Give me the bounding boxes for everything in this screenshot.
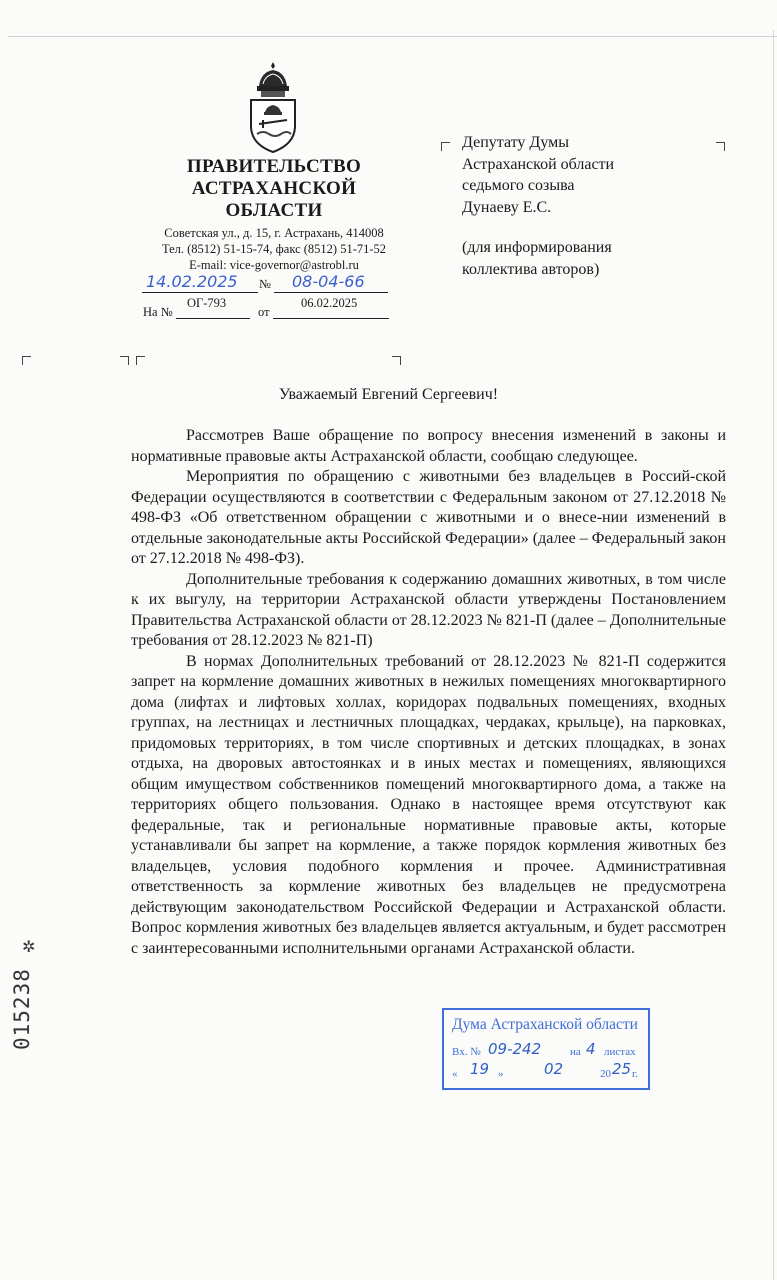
outgoing-number-field	[292, 272, 365, 291]
letter-body	[131, 426, 726, 959]
organization-contacts	[148, 225, 400, 273]
incoming-registration-stamp	[442, 1008, 650, 1090]
reference-from-label: от	[258, 305, 270, 319]
side-marker-star: ✲	[22, 939, 36, 956]
stamp-year-prefix: 20	[600, 1068, 611, 1080]
recipient-line5: (для информирования	[462, 239, 612, 256]
outgoing-number-label: №	[259, 277, 271, 291]
subject-corner-left	[22, 356, 31, 365]
recipient-corner-top-left	[441, 142, 450, 151]
stamp-month-field	[544, 1060, 563, 1078]
stamp-month: 02	[544, 1060, 564, 1078]
body-paragraph-3: Дополнительные требования к содержанию домашних животных, в том числе к их выгулу, на территории Астраханской области утверждены Постановлением Правительства Астраханской области от 28.12.2023 № 821-П (далее – Дополнительные требования от 28.12.2023 № 821-П)	[131, 570, 726, 649]
subject-corner-right	[392, 356, 401, 365]
stamp-in-number-field	[488, 1040, 541, 1058]
org-email: E-mail: vice-governor@astrobl.ru	[189, 258, 359, 272]
body-paragraph-1: Рассмотрев Ваше обращение по вопросу внесения изменений в законы и нормативные правовые акты Астраханской области, сообщаю следующее.	[131, 427, 726, 465]
org-phone: Тел. (8512) 51-15-74, факс (8512) 51-71-52	[161, 242, 387, 256]
org-name-line2: АСТРАХАНСКОЙ	[191, 178, 357, 199]
org-name-line3: ОБЛАСТИ	[225, 200, 323, 221]
stamp-title: Дума Астраханской области	[452, 1016, 638, 1033]
reference-number: ОГ-793	[187, 296, 227, 310]
salutation: Уважаемый Евгений Сергеевич!	[278, 386, 499, 403]
recipient-line3: седьмого созыва	[462, 177, 575, 194]
subject-corner-mid-right	[120, 356, 129, 365]
scan-edge-right	[773, 30, 774, 1280]
reference-number-underline	[176, 318, 250, 319]
stamp-sheets: 4	[586, 1040, 596, 1058]
org-address: Советская ул., д. 15, г. Астрахань, 414008	[164, 226, 384, 240]
scan-edge-top	[8, 36, 777, 37]
outgoing-date-field	[146, 272, 262, 291]
stamp-quote-open: «	[452, 1068, 458, 1080]
stamp-sheets-label: листах	[604, 1046, 636, 1058]
recipient-line1: Депутату Думы	[462, 134, 570, 151]
stamp-day-field	[470, 1060, 489, 1078]
stamp-year-suffix: 25	[612, 1060, 632, 1078]
outgoing-date-handwritten: 14.02.2025	[146, 272, 238, 291]
stamp-in-label: Вх. №	[452, 1046, 481, 1058]
stamp-quote-close: »	[498, 1068, 504, 1080]
recipient-line2: Астраханской области	[462, 155, 615, 173]
recipient-line4: Дунаеву Е.С.	[462, 198, 552, 216]
stamp-sheets-field	[586, 1040, 596, 1058]
reference-date: 06.02.2025	[301, 296, 358, 310]
outgoing-number-handwritten: 08-04-66	[292, 272, 365, 291]
recipient-block	[462, 132, 712, 280]
organization-name	[160, 156, 388, 222]
outgoing-number-underline	[274, 292, 388, 293]
recipient-line6: коллектива авторов)	[462, 260, 600, 278]
stamp-on-label: на	[570, 1046, 581, 1058]
side-serial-number: 015238	[10, 968, 34, 1050]
stamp-in-number: 09-242	[488, 1040, 542, 1058]
reference-label: На №	[143, 305, 173, 319]
subject-corner-mid-left	[136, 356, 145, 365]
stamp-year-field	[612, 1060, 631, 1078]
reference-date-underline	[273, 318, 389, 319]
body-paragraph-2: Мероприятия по обращению с животными без владельцев в Россий-ской Федерации осуществляются в соответствии с Федеральным законом от 27.12.2018 № 498-ФЗ «Об ответственном обращении с животными и о внесе-нии изменений в отдельные законодательные акты Российской Федерации» (далее – Федеральный закон от 27.12.2018 № 498-ФЗ).	[131, 468, 726, 567]
body-paragraph-4: В нормах Дополнительных требований от 28.12.2023 № 821-П содержится запрет на кормление домашних животных в нежилых помещениях многоквартирного дома (лифтах и лифтовых холлах, коридорах подвальных помещениях, входных группах, на лестницах и лестничных площадках, чердаках, крыльце), на парковках, придомовых территориях, в том числе спортивных и детских площадках, в зонах отдыха, на дворовых автостоянках и в иных местах и помещениях, являющихся общим имуществом собственников помещений многоквартирного дома, а также на территориях общего пользования. Однако в настоящее время отсутствуют как федеральные, так и региональные нормативные правовые акты, которые устанавливали бы запрет на кормление, а также порядок кормления животных без владельцев, условия подобного кормления и прочее. Административная ответственность за кормление животных без владельцев не предусмотрена действующим законодательством Российской Федерации и Астраханской области. Вопрос кормления животных без владельцев является актуальным, и будет рассмотрен с заинтересованными исполнительными органами Астраханской области.	[131, 652, 726, 957]
astrakhan-coat-of-arms-icon	[243, 60, 303, 156]
recipient-corner-top-right	[716, 142, 725, 151]
outgoing-date-underline	[142, 292, 258, 293]
stamp-year-label: г.	[632, 1068, 639, 1080]
stamp-day: 19	[470, 1060, 490, 1078]
org-name-line1: ПРАВИТЕЛЬСТВО	[186, 156, 362, 177]
